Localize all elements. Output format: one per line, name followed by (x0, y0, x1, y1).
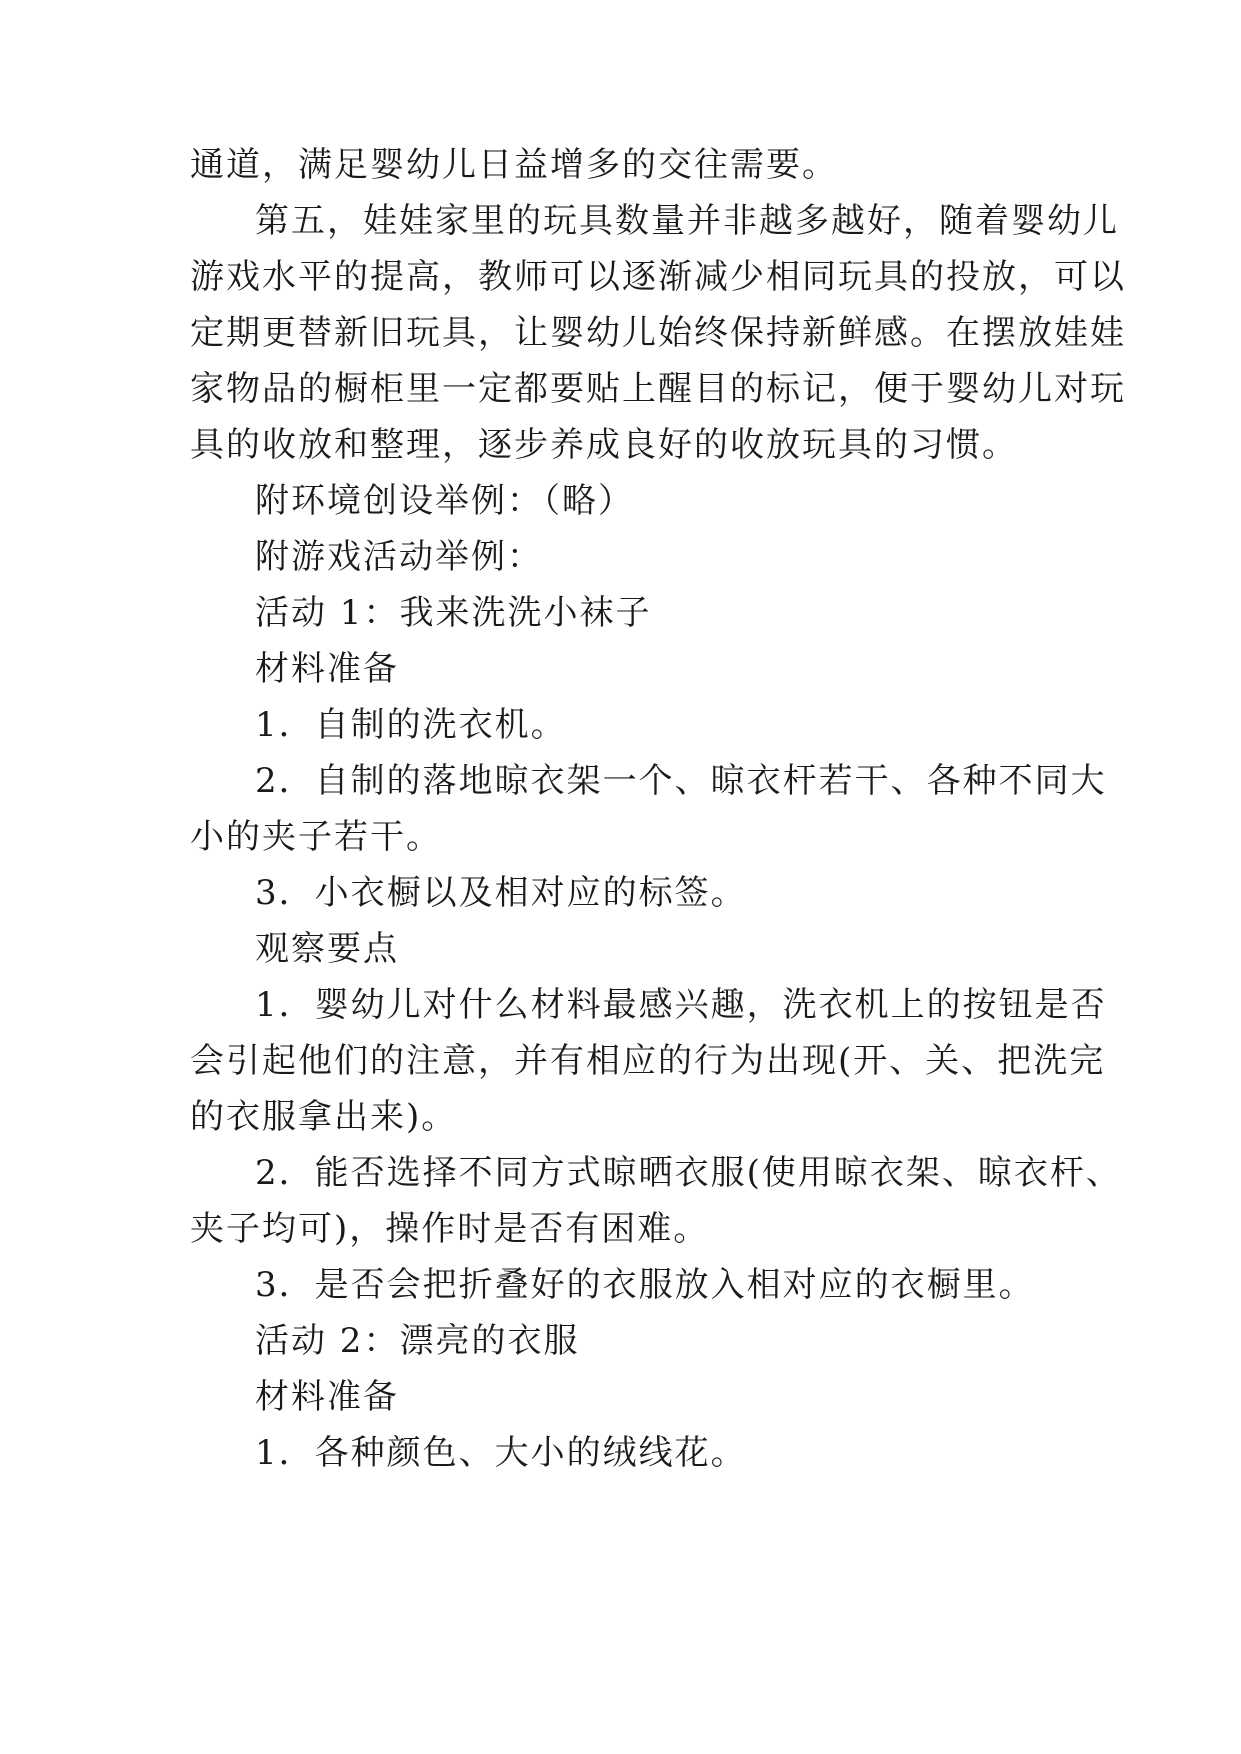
text-line: 3．是否会把折叠好的衣服放入相对应的衣橱里。 (255, 1265, 1035, 1305)
text-line: 附环境创设举例：（略） (255, 481, 634, 521)
text-line: 附游戏活动举例： (255, 537, 543, 577)
text-line: 3．小衣橱以及相对应的标签。 (255, 873, 747, 913)
text-line: 小的夹子若干。 (190, 817, 442, 857)
text-line: 活动 2：漂亮的衣服 (255, 1321, 580, 1361)
text-line: 1．自制的洗衣机。 (255, 705, 567, 745)
text-line: 游戏水平的提高，教师可以逐渐减少相同玩具的投放，可以 (190, 257, 1126, 297)
text-line: 夹子均可)，操作时是否有困难。 (190, 1209, 710, 1249)
text-line: 的衣服拿出来)。 (190, 1097, 458, 1137)
text-line: 1．各种颜色、大小的绒线花。 (255, 1433, 747, 1473)
text-line: 会引起他们的注意，并有相应的行为出现(开、关、把洗完 (190, 1041, 1106, 1081)
text-line: 家物品的橱柜里一定都要贴上醒目的标记，便于婴幼儿对玩 (190, 369, 1126, 409)
text-line: 通道，满足婴幼儿日益增多的交往需要。 (190, 145, 838, 185)
text-line: 2．自制的落地晾衣架一个、晾衣杆若干、各种不同大 (255, 761, 1107, 801)
text-line: 具的收放和整理，逐步养成良好的收放玩具的习惯。 (190, 425, 1018, 465)
text-line: 2．能否选择不同方式晾晒衣服(使用晾衣架、晾衣杆、 (255, 1153, 1122, 1193)
text-line: 定期更替新旧玩具，让婴幼儿始终保持新鲜感。在摆放娃娃 (190, 313, 1126, 353)
text-line: 1．婴幼儿对什么材料最感兴趣，洗衣机上的按钮是否 (255, 985, 1107, 1025)
text-line: 观察要点 (255, 929, 399, 969)
text-line: 第五，娃娃家里的玩具数量并非越多越好，随着婴幼儿 (255, 201, 1119, 241)
text-line: 材料准备 (255, 1377, 399, 1417)
text-line: 材料准备 (255, 649, 399, 689)
text-line: 活动 1：我来洗洗小袜子 (255, 593, 652, 633)
